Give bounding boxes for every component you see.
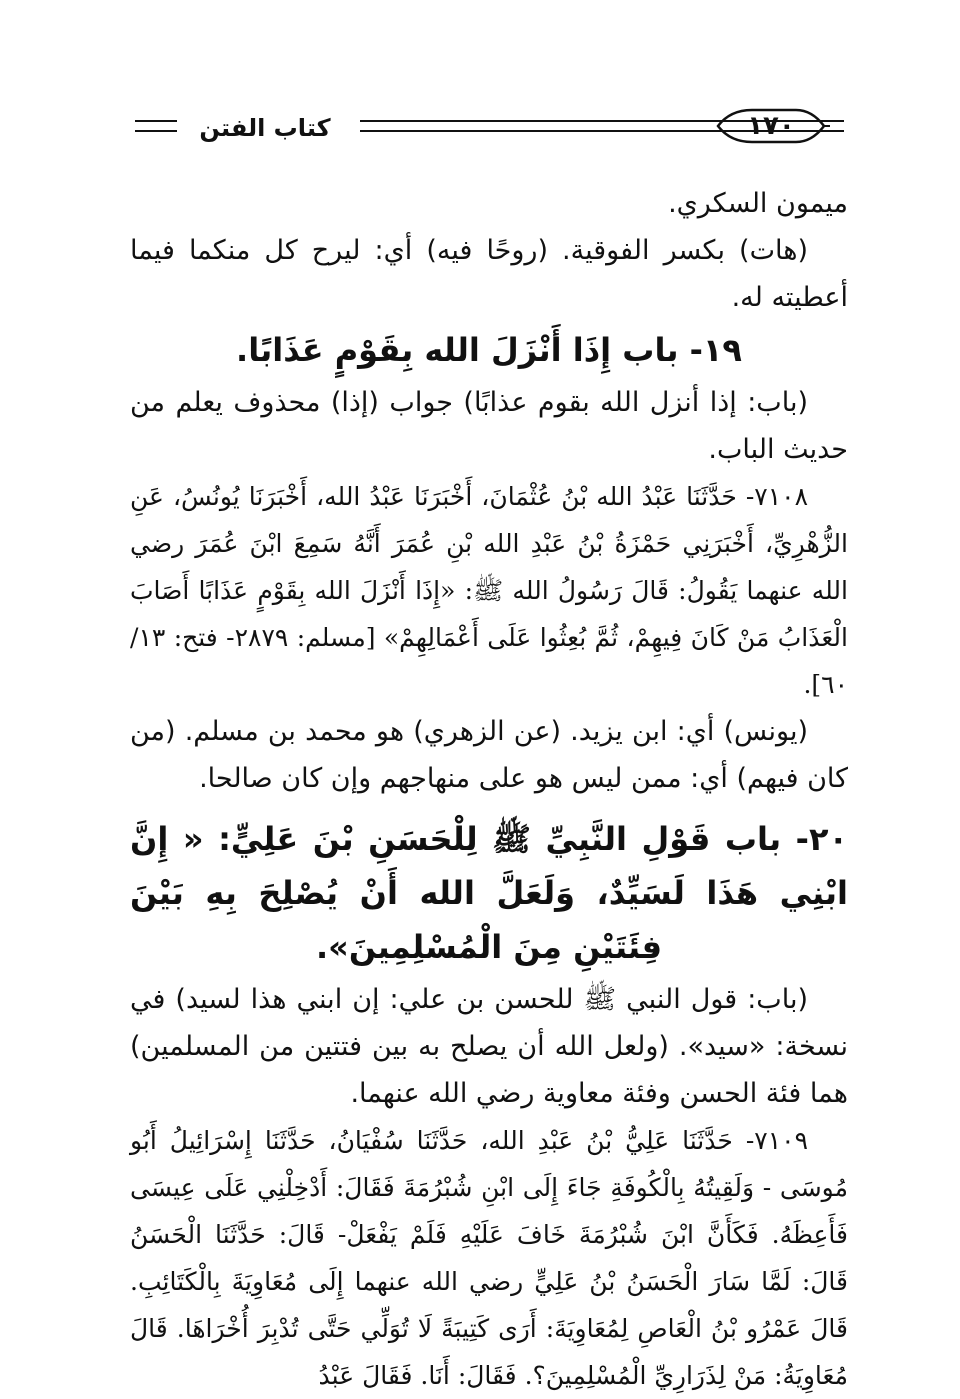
chapter-heading-20: ٢٠- باب قَوْلِ النَّبِيِّ ﷺ لِلْحَسَنِ بْنَ عَلِيٍّ: « إِنَّ ابْنِي هَذَا لَسَيِّدٌ، وَلَعَلَّ الله أَنْ يُصْلِحَ بِهِ بَيْنَ فِئَتَيْنِ مِنَ الْمُسْلِمِينَ». [130,820,848,966]
header-rule-left-bottom [135,130,177,132]
page-number-cartouche [712,106,830,146]
header-rule-left-top [135,120,177,122]
paragraph-3: (باب: إذا أنزل الله بقوم عذابًا) جواب (إذا) محذوف يعلم من حديث الباب. [130,387,848,465]
paragraph-2: (هات) بكسر الفوقية. (روحًا فيه) أي: ليرح كل منكما فيما أعطيته له. [130,235,848,313]
paragraph-4: (يونس) أي: ابن يزيد. (عن الزهري) هو محمد بن مسلم. (من كان فيهم) أي: ممن ليس هو على منهاجهم وإن كان صالحا. [130,716,848,794]
page-body [130,180,848,1390]
hadith-7108: ٧١٠٨- حَدَّثَنَا عَبْدُ الله بْنُ عُثْمَانَ، أَخْبَرَنَا عَبْدُ الله، أَخْبَرَنَا يُونُسُ، عَنِ الزُّهْرِيِّ، أَخْبَرَنِي حَمْزَةُ بْنُ عَبْدِ الله بْنِ عُمَرَ أَنَّهُ سَمِعَ ابْنَ عُمَرَ رضي الله عنهما يَقُولُ: قَالَ رَسُولُ الله ﷺ: «إِذَا أَنْزَلَ الله بِقَوْمٍ عَذَابًا أَصَابَ الْعَذَابُ مَنْ كَانَ فِيهِمْ، ثُمَّ بُعِثُوا عَلَى أَعْمَالِهِمْ» [مسلم: ٢٨٧٩- فتح: ١٣/ ٦٠]. [130,482,848,699]
book-title: كتاب الفتن [199,114,331,142]
paragraph-5: (باب: قول النبي ﷺ للحسن بن علي: إن ابني هذا لسيد) في نسخة: «سيد». (ولعل الله أن يصلح به بين فتتين من المسلمين) هما فئة الحسن وفئة معاوية رضي الله عنهما. [130,984,848,1109]
spacer [130,802,848,810]
page-number: ١٧٠ [747,111,795,141]
hadith-7109: ٧١٠٩- حَدَّثَنَا عَلِيُّ بْنُ عَبْدِ الله، حَدَّثَنَا سُفْيَانُ، حَدَّثَنَا إِسْرَائِيلُ أَبُو مُوسَى - وَلَقِيتُهُ بِالْكُوفَةِ جَاءَ إِلَى ابْنِ شُبْرُمَةَ فَقَالَ: أَدْخِلْنِي عَلَى عِيسَى فَأَعِظَهُ. فَكَأَنَّ ابْنَ شُبْرُمَةَ خَافَ عَلَيْهِ فَلَمْ يَفْعَلْ- قَالَ: حَدَّثَنَا الْحَسَنُ قَالَ: لَمَّا سَارَ الْحَسَنُ بْنُ عَلِيٍّ رضي الله عنهما إِلَى مُعَاوِيَةَ بِالْكَتَائِبِ. قَالَ عَمْرُو بْنُ الْعَاصِ لِمُعَاوِيَةَ: أَرَى كَتِيبَةً لَا تُوَلِّي حَتَّى تُدْبِرَ أُخْرَاهَا. قَالَ مُعَاوِيَةُ: مَنْ لِذَرَارِيِّ الْمُسْلِمِينَ؟. فَقَالَ: أَنَا. فَقَالَ عَبْدُ [130,1126,848,1390]
page-header [130,100,845,160]
paragraph-1: ميمون السكري. [668,188,848,219]
chapter-heading-19: ١٩- باب إِذَا أَنْزَلَ الله بِقَوْمٍ عَذَابًا. [236,331,742,369]
